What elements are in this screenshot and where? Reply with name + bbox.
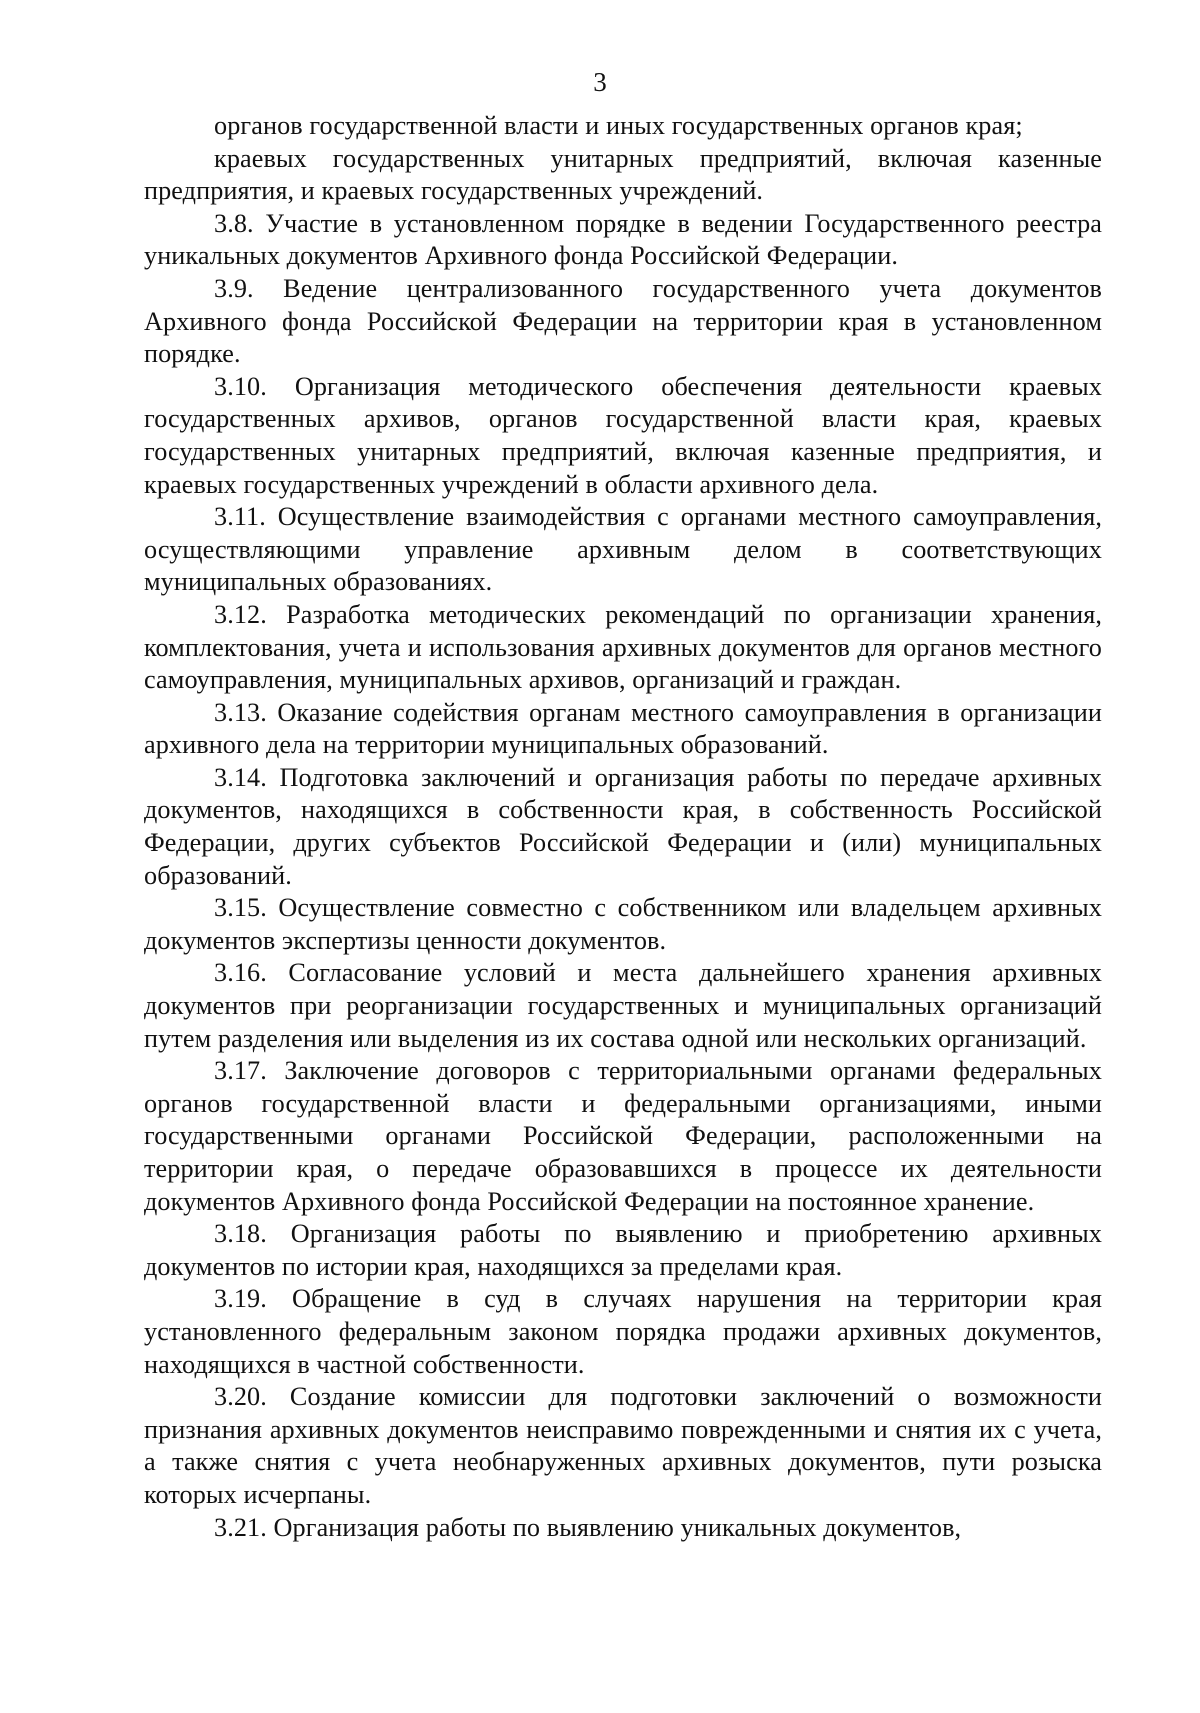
paragraph-3-10: 3.10. Организация методического обеспечения деятельности краевых государственных архивов, органов государственной власти края, краевых государственных унитарных предприятий, включая казенные предприятия, и краевых государственных учреждений в области архивного дела. [144, 371, 1102, 499]
paragraph-3-16: 3.16. Согласование условий и места дальнейшего хранения архивных документов при реорганизации государственных и муниципальных организаций путем разделения или выделения из их состава одной или нескольких организаций. [144, 958, 1102, 1053]
paragraph: органов государственной власти и иных государственных органов края; [214, 111, 1023, 140]
paragraph-3-13: 3.13. Оказание содействия органам местного самоуправления в организации архивного дела на территории муниципальных образований. [144, 697, 1102, 760]
page-number: 3 [593, 67, 607, 97]
paragraph: краевых государственных унитарных предприятий, включая казенные предприятия, и краевых государственных учреждений. [144, 143, 1102, 206]
paragraph-3-18: 3.18. Организация работы по выявлению и приобретению архивных документов по истории края, находящихся за пределами края. [144, 1219, 1102, 1281]
paragraph-3-9: 3.9. Ведение централизованного государственного учета документов Архивного фонда Российской Федерации на территории края в установленном порядке. [144, 273, 1102, 369]
paragraph-3-8: 3.8. Участие в установленном порядке в ведении Государственного реестра уникальных документов Архивного фонда Российской Федерации. [144, 208, 1102, 271]
paragraph-3-20: 3.20. Создание комиссии для подготовки заключений о возможности признания архивных документов неисправимо поврежденными и снятия их с учета, а также снятия с учета необнаруженных архивных документов, пути розыска которых исчерпаны. [144, 1382, 1102, 1509]
paragraph-3-17: 3.17. Заключение договоров с территориальными органами федеральных органов государственной власти и федеральными организациями, иными государственными органами Российской Федерации, расположенными на территории края, о передаче образовавшихся в процессе их деятельности документов Архивного фонда Российской Федерации на постоянное хранение. [144, 1056, 1102, 1216]
paragraph-3-21: 3.21. Организация работы по выявлению уникальных документов, [214, 1512, 962, 1542]
paragraph-3-19: 3.19. Обращение в суд в случаях нарушения на территории края установленного федеральным законом порядка продажи архивных документов, находящихся в частной собственности. [144, 1284, 1102, 1379]
document-body [144, 110, 1102, 1544]
paragraph-3-11: 3.11. Осуществление взаимодействия с органами местного самоуправления, осуществляющими управление архивным делом в соответствующих муниципальных образованиях. [144, 502, 1102, 597]
paragraph-3-14: 3.14. Подготовка заключений и организация работы по передаче архивных документов, находящихся в собственности края, в собственность Российской Федерации, других субъектов Российской Федерации и (или) муниципальных образований. [144, 762, 1102, 890]
paragraph-3-15: 3.15. Осуществление совместно с собственником или владельцем архивных документов экспертизы ценности документов. [144, 893, 1102, 955]
paragraph-3-12: 3.12. Разработка методических рекомендаций по организации хранения, комплектования, учета и использования архивных документов для органов местного самоуправления, муниципальных архивов, организаций и граждан. [144, 599, 1102, 695]
